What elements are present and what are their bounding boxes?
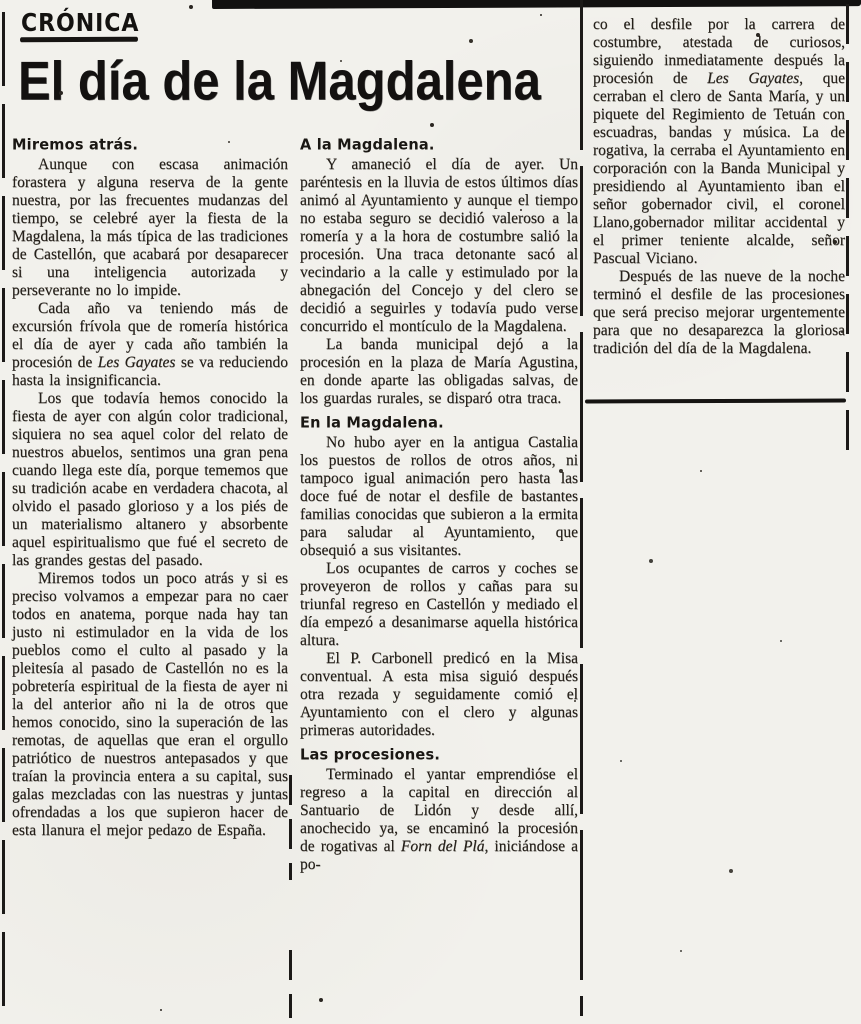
section-subhead: Miremos atrás.: [12, 135, 139, 154]
text-run: Y amaneció el día de ayer. Un paréntesis en la lluvia de estos últimos días animó al Ayuntamiento y aunque el tiempo no estaba seguro se decidió valeroso a la romería y a la hora de costumbre salió la procesión. Una traca detonante sacó al vecindario a la calle y estimulado por la abnegación del Concejo y del clero se decidió a seguirles y todavía pudo verse concurrido el montículo de la Magdalena.: [300, 156, 578, 335]
text-run: Cada año va teniendo más de excursión frívola que de romería histórica el día de ayer y cada año también la procesión de: [12, 300, 288, 371]
text-run: Terminado el yantar emprendióse el regreso a la capital en dirección al Santuario de Lidón y desde allí, anochecido ya, se encaminó la procesión de rogativas al: [300, 766, 578, 855]
text-run: No hubo ayer en la antigua Castalia los puestos de rollos de otros años, ni tampoco igual animación pero hasta las doce fué de notar el desfile de bastantes familias conocidas que subieron a la ermita para saludar al Ayuntamiento, que obsequió a sus visitantes.: [300, 434, 578, 559]
column-left: [12, 130, 288, 840]
text-run: Los ocupantes de carros y coches se proveyeron de rollos y cañas para su triunfal regreso en Castellón y mediado el día empezó a desanimarse aquella histórica altura.: [300, 560, 578, 649]
article-paragraph: [300, 336, 578, 408]
article-paragraph: [12, 300, 288, 390]
text-run: El P. Carbonell predicó en la Misa conventual. A esta misa siguió después otra rezada y seguidamente comió el Ayuntamiento con el clero y algunas primeras autoridades.: [300, 650, 578, 739]
scan-noise: [0, 0, 2, 2]
column-divider-rule: [580, 0, 583, 1016]
article-paragraph: [300, 650, 578, 740]
article-title: El día de la Magdalena: [18, 51, 541, 112]
article-paragraph: [300, 434, 578, 560]
right-edge-rule: [846, 4, 849, 450]
italic-phrase: Les Gayates: [97, 354, 176, 371]
article-paragraph: [12, 570, 288, 840]
text-run: Después de las nueve de la noche terminó el desfile de las procesiones que será preciso mejorar urgentemente para que no desaparezca la gloriosa tradición del día de la Magdalena.: [593, 268, 845, 357]
italic-phrase: Forn del Plá: [400, 838, 485, 855]
text-run: se va reduciendo hasta la insignificancia.: [12, 354, 289, 389]
top-ink-bar: [212, 0, 861, 9]
column-middle: [300, 130, 578, 874]
text-run: co el desfile por la carrera de costumbre, atestada de curiosos, siguiendo inmediatamente después la procesión de: [593, 16, 845, 87]
section-subhead: A la Magdalena.: [300, 135, 435, 154]
text-run: Los que todavía hemos conocido la fiesta de ayer con algún color tradicional, siquiera no sea aquel color del relato de nuestros abuelos, sentimos una gran pena cuando llega este día, porque tememos que su tradición acabe en verdadera chacota, al olvido el pasado glorioso y a los piés de un materialismo altanero y absorbente aquel espiritualismo que fué el secreto de las grandes gestas del pasado.: [12, 390, 288, 569]
kicker-underline: [20, 37, 138, 43]
text-run: , iniciándose a po-: [300, 838, 578, 873]
column-right: [593, 16, 845, 358]
left-edge-rule: [2, 12, 5, 1012]
column-divider-rule-segment: [289, 950, 292, 1018]
article-paragraph: [593, 16, 845, 268]
article-paragraph: [300, 766, 578, 874]
text-run: , que cerraban el clero de Santa María, y un piquete del Regimiento de Tetuán con escuadras, bandas y música. La de rogativa, la cerraba el Ayuntamiento en corporación con la Banda Municipal y presidiendo al Ayuntamiento iban el señor gobernador civil, el coronel Llano,gobernador militar accidental y el primer teniente alcalde, señor Pascual Viciano.: [593, 70, 845, 267]
column-divider-rule-segment: [289, 775, 292, 880]
article-paragraph: [593, 268, 845, 358]
article-paragraph: [300, 156, 578, 336]
italic-phrase: Les Gayates: [707, 70, 800, 87]
article-paragraph: [300, 560, 578, 650]
article-end-rule: [585, 399, 846, 404]
section-kicker: CRÓNICA: [21, 8, 140, 38]
article-paragraph: [12, 390, 288, 570]
text-run: La banda municipal dejó a la procesión en la plaza de María Agustina, en donde aparte las obligadas salvas, de los guardas rurales, se disparó otra traca.: [300, 336, 578, 407]
text-run: Miremos todos un poco atrás y si es preciso volvamos a empezar para no caer todos en anatema, porque nada hay tan justo ni estimulador en la vida de los pueblos como el culto al pasado y la pleitesía al pasado de Castellón no es la pobretería espiritual de la fiesta de ayer ni la del anterior año ni la de otros que hemos conocido, sino la superación de las remotas, de aquellas que eran el orgullo patriótico de nuestros antepasados y que traían la provincia entera a su capital, sus galas mezcladas con las nuestras y juntas ofrendadas a los que supieron hacer de esta llanura el mejor pedazo de España.: [12, 570, 288, 839]
section-subhead: En la Magdalena.: [300, 413, 444, 432]
article-paragraph: [12, 156, 288, 300]
text-run: Aunque con escasa animación forastera y alguna reserva de la gente nuestra, por las frecuentes mudanzas del tiempo, se celebré ayer la fiesta de la Magdalena, la más típica de las tradiciones de Castellón, que acabará por desaparecer si una inteligencia autorizada y perseverante no lo impide.: [12, 156, 288, 299]
section-subhead: Las procesiones.: [300, 745, 441, 764]
